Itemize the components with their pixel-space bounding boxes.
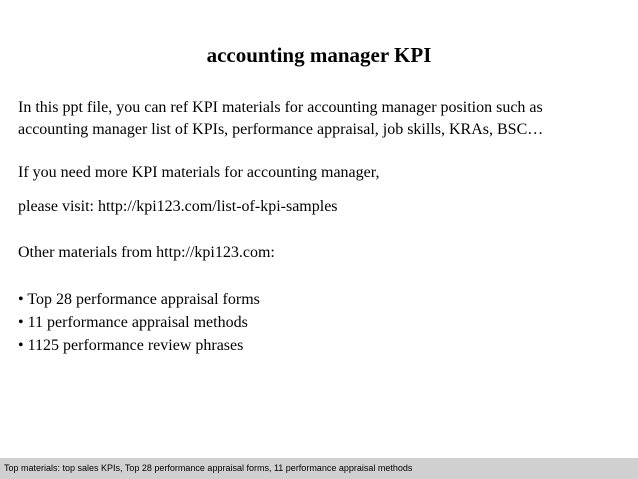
materials-list xyxy=(18,288,260,357)
more-materials-text: If you need more KPI materials for accounting manager, xyxy=(18,164,380,181)
list-item: • 1125 performance review phrases xyxy=(18,337,244,354)
intro-paragraph xyxy=(18,97,628,141)
visit-link-text[interactable]: please visit: http://kpi123.com/list-of-kpi-samples xyxy=(18,198,338,215)
intro-line-2: accounting manager list of KPIs, performance appraisal, job skills, KRAs, BSC… xyxy=(18,121,544,138)
slide-title: accounting manager KPI xyxy=(206,43,432,67)
list-item: • Top 28 performance appraisal forms xyxy=(18,291,260,308)
list-item: • 11 performance appraisal methods xyxy=(18,314,248,331)
intro-line-1: In this ppt file, you can ref KPI materials for accounting manager position such as xyxy=(18,99,543,116)
other-materials-heading: Other materials from http://kpi123.com: xyxy=(18,244,275,261)
footer-bar: Top materials: top sales KPIs, Top 28 performance appraisal forms, 11 performance appraisal methods xyxy=(0,458,638,479)
